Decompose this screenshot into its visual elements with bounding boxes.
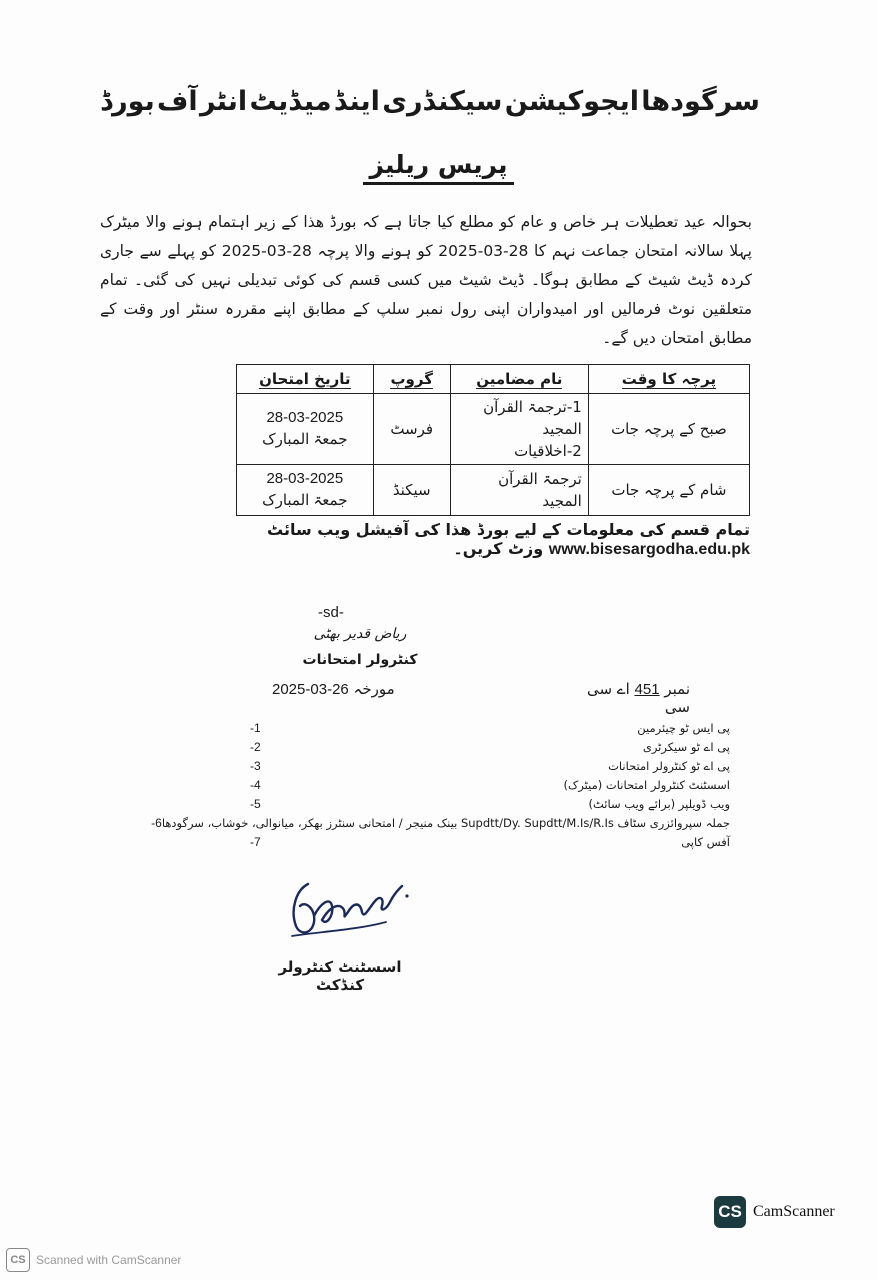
list-item bbox=[250, 718, 760, 737]
header-time: پرچہ کا وقت bbox=[588, 365, 749, 394]
table-header-row bbox=[237, 365, 750, 394]
press-release-heading bbox=[0, 150, 877, 179]
day-value: جمعۃ المبارک bbox=[262, 431, 348, 448]
number-suffix: اے سی سی bbox=[586, 680, 690, 716]
number-value: 451 bbox=[634, 681, 660, 698]
distribution-list bbox=[151, 718, 760, 851]
controller-name: ریاض قدیر بھٹی bbox=[313, 626, 407, 642]
website-note bbox=[110, 520, 750, 559]
list-item-text: آفس کاپی bbox=[681, 834, 730, 849]
cell-time: شام کے پرچہ جات bbox=[588, 465, 749, 516]
assistant-controller-title: اسسٹنٹ کنٹرولر کنڈکٹ bbox=[278, 958, 402, 994]
note-text: تمام قسم کی معلومات کے لیے بورڈ ھذا کی آفیشل ویب سائٹ bbox=[267, 520, 750, 539]
notice-paragraph: بحوالہ عید تعطیلات ہر خاص و عام کو مطلع کیا جاتا ہے کہ بورڈ ھذا کے زیر اہتمام ہونے والا میٹرک پہلا سالانہ امتحان جماعت نہم کا 28-03-2025 کو ہونے والا پرچہ 28-03-2025 کو پہلے سے جاری کردہ ڈیٹ شیٹ کے مطابق ہوگا۔ ڈیٹ شیٹ میں کسی قسم کی کوئی تبدیلی نہیں کی گئی۔ تمام متعلقین نوٹ فرمالیں اور امیدواران اپنی رول نمبر سلپ کے مطابق اپنے مقررہ سنٹر اور وقت کے مطابق امتحان دیں گے۔ bbox=[100, 213, 752, 347]
camscanner-small-logo-icon: CS bbox=[6, 1248, 30, 1272]
list-item-text: اسسٹنٹ کنٹرولر امتحانات (میٹرک) bbox=[563, 777, 730, 792]
list-item-number: -4 bbox=[250, 777, 261, 792]
reference-number bbox=[560, 680, 690, 716]
list-item bbox=[250, 756, 760, 775]
title-word: ایجوکیشن bbox=[504, 86, 639, 117]
list-item-number: -2 bbox=[250, 739, 261, 754]
subject-line: 2-اخلاقیات bbox=[514, 442, 582, 460]
table-row bbox=[237, 394, 750, 465]
board-title bbox=[100, 86, 760, 117]
cell-group: فرسٹ bbox=[373, 394, 450, 465]
list-item bbox=[250, 832, 760, 851]
list-item-number: -3 bbox=[250, 758, 261, 773]
title-word: میڈیٹ bbox=[249, 86, 332, 117]
date-value: 28-03-2025 bbox=[266, 470, 344, 487]
list-item-number: -1 bbox=[250, 720, 261, 735]
note-text-end: وزٹ کریں۔ bbox=[453, 539, 549, 558]
cell-date bbox=[237, 394, 374, 465]
subject-line: ترجمۃ القرآن المجید bbox=[498, 470, 582, 510]
dated-value: 26-03-2025 bbox=[272, 681, 349, 698]
header-subjects: نام مضامین bbox=[450, 365, 588, 394]
list-item-number: -7 bbox=[250, 834, 261, 849]
cell-time: صبح کے پرچہ جات bbox=[588, 394, 749, 465]
cell-date bbox=[237, 465, 374, 516]
title-word: سیکنڈری bbox=[382, 86, 503, 117]
title-word: آف bbox=[157, 86, 198, 117]
list-item-number: -5 bbox=[250, 796, 261, 811]
list-item-text: پی اے ٹو سیکرٹری bbox=[642, 739, 730, 754]
list-item bbox=[250, 775, 760, 794]
date-value: 28-03-2025 bbox=[266, 409, 344, 426]
scanner-footer bbox=[6, 1248, 181, 1272]
heading-text: پریس ریلیز bbox=[363, 150, 513, 185]
title-word: اینڈ bbox=[333, 86, 380, 117]
dated-line bbox=[272, 680, 436, 698]
cell-subjects bbox=[450, 465, 588, 516]
subject-line: 1-ترجمۃ القرآن المجید bbox=[483, 398, 582, 438]
scanner-footer-text: Scanned with CamScanner bbox=[36, 1253, 182, 1267]
title-word: سرگودھا bbox=[641, 86, 760, 117]
day-value: جمعۃ المبارک bbox=[262, 492, 348, 509]
table-row bbox=[237, 465, 750, 516]
dated-label: مورخہ bbox=[353, 680, 395, 698]
controller-title: کنٹرولر امتحانات bbox=[302, 652, 418, 668]
cell-group: سیکنڈ bbox=[373, 465, 450, 516]
list-item bbox=[250, 794, 760, 813]
title-word: انٹر bbox=[199, 86, 248, 117]
signed-mark: -sd- bbox=[318, 604, 344, 621]
list-item-text: جملہ سپروائزری سٹاف Supdtt/Dy. Supdtt/M.Is/R.Is بینک منیجر / امتحانی سنٹرز بھکر، میانوالی، خوشاب، سرگودھا bbox=[161, 815, 730, 830]
camscanner-logo-icon: CS bbox=[714, 1196, 746, 1228]
exam-schedule-table bbox=[236, 364, 750, 516]
camscanner-badge bbox=[714, 1196, 835, 1228]
list-item-number: -6 bbox=[151, 815, 162, 830]
header-group: گروپ bbox=[373, 365, 450, 394]
list-item bbox=[250, 737, 760, 756]
website-link[interactable]: www.bisesargodha.edu.pk bbox=[548, 541, 750, 558]
cell-subjects bbox=[450, 394, 588, 465]
list-item-text: ویب ڈویلپر (برائے ویب سائٹ) bbox=[588, 796, 730, 811]
header-date: تاریخ امتحان bbox=[237, 365, 374, 394]
list-item-text: پی ایس ٹو چیئرمین bbox=[637, 720, 730, 735]
list-item bbox=[151, 813, 760, 832]
title-word: بورڈ bbox=[100, 86, 155, 117]
handwritten-signature bbox=[286, 876, 416, 946]
list-item-text: پی اے ٹو کنٹرولر امتحانات bbox=[608, 758, 730, 773]
number-label: نمبر bbox=[664, 680, 690, 698]
camscanner-brand-text: CamScanner bbox=[753, 1203, 835, 1220]
